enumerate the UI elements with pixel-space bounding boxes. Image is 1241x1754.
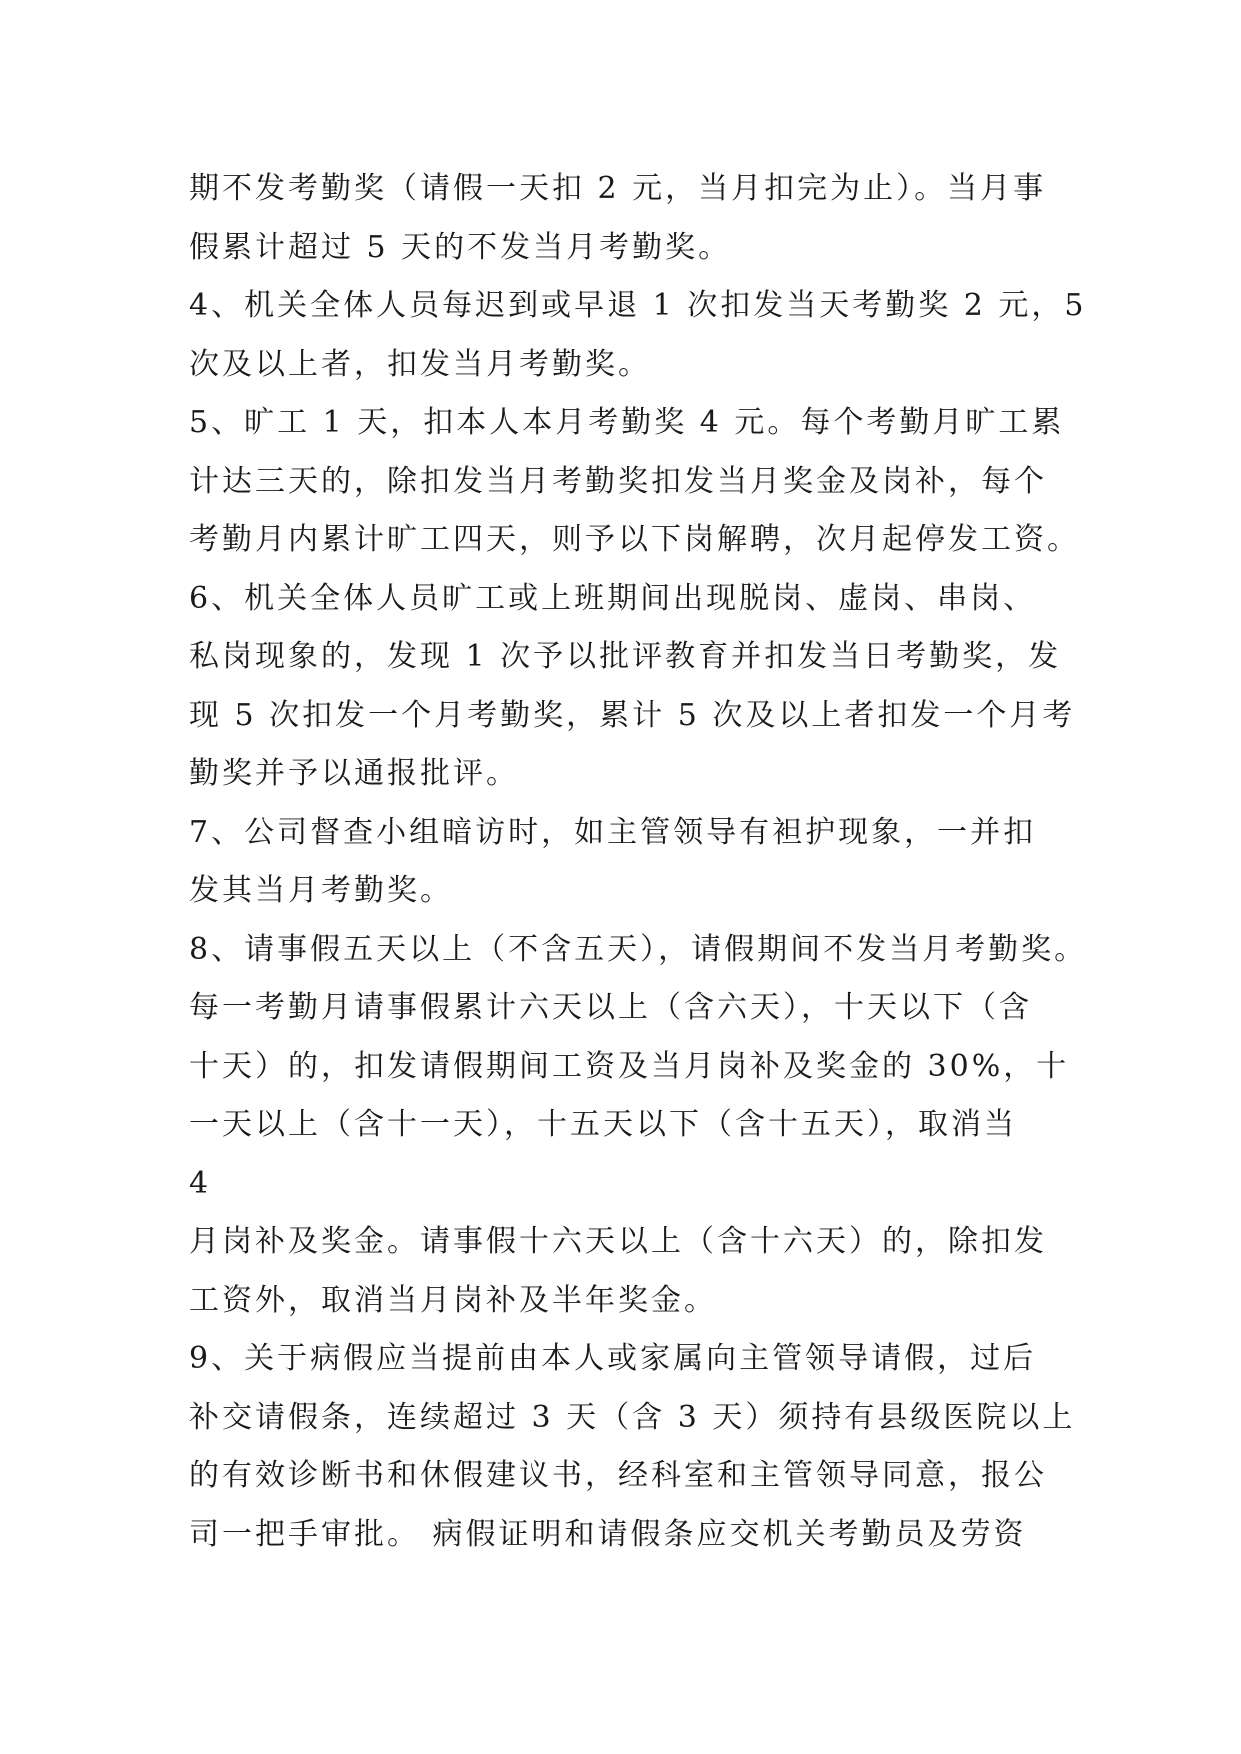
- text-line: 8、请事假五天以上（不含五天），请假期间不发当月考勤奖。: [189, 931, 1088, 967]
- text-line: 9、关于病假应当提前由本人或家属向主管领导请假，过后: [189, 1341, 1037, 1376]
- text-line: 十天）的，扣发请假期间工资及当月岗补及奖金的 30%，十: [189, 1048, 1070, 1084]
- text-line: 现 5 次扣发一个月考勤奖，累计 5 次及以上者扣发一个月考: [189, 697, 1076, 733]
- text-line: 补交请假条，连续超过 3 天（含 3 天）须持有县级医院以上: [189, 1399, 1076, 1435]
- text-line: 4、机关全体人员每迟到或早退 1 次扣发当天考勤奖 2 元，5: [189, 288, 1087, 323]
- text-line: 6、机关全体人员旷工或上班期间出现脱岗、虚岗、串岗、: [189, 580, 1037, 616]
- document-body: [189, 160, 1088, 1564]
- text-line: 计达三天的，除扣发当月考勤奖扣发当月奖金及岗补，每个: [189, 463, 1047, 499]
- text-line: 期不发考勤奖（请假一天扣 2 元，当月扣完为止）。当月事: [189, 171, 1047, 206]
- text-line: 的有效诊断书和休假建议书，经科室和主管领导同意，报公: [189, 1458, 1047, 1493]
- text-line: 发其当月考勤奖。: [189, 873, 453, 908]
- text-line: 假累计超过 5 天的不发当月考勤奖。: [189, 229, 732, 265]
- text-line: 私岗现象的，发现 1 次予以批评教育并扣发当日考勤奖，发: [189, 639, 1062, 674]
- text-line: 每一考勤月请事假累计六天以上（含六天），十天以下（含: [189, 990, 1032, 1025]
- text-line: 工资外，取消当月岗补及半年奖金。: [189, 1282, 717, 1318]
- text-line: 7、公司督查小组暗访时，如主管领导有袒护现象，一并扣: [189, 814, 1037, 850]
- text-line: 勤奖并予以通报批评。: [189, 756, 519, 791]
- text-line: 司一把手审批。 病假证明和请假条应交机关考勤员及劳资: [189, 1516, 1027, 1552]
- text-line: 次及以上者，扣发当月考勤奖。: [189, 346, 651, 382]
- text-line: 5、旷工 1 天，扣本人本月考勤奖 4 元。每个考勤月旷工累: [189, 405, 1065, 440]
- text-line: 一天以上（含十一天），十五天以下（含十五天），取消当: [189, 1107, 1017, 1142]
- page-number: 4: [189, 1165, 212, 1201]
- text-line: 考勤月内累计旷工四天，则予以下岗解聘，次月起停发工资。: [189, 522, 1080, 557]
- text-line: 月岗补及奖金。请事假十六天以上（含十六天）的，除扣发: [189, 1224, 1047, 1259]
